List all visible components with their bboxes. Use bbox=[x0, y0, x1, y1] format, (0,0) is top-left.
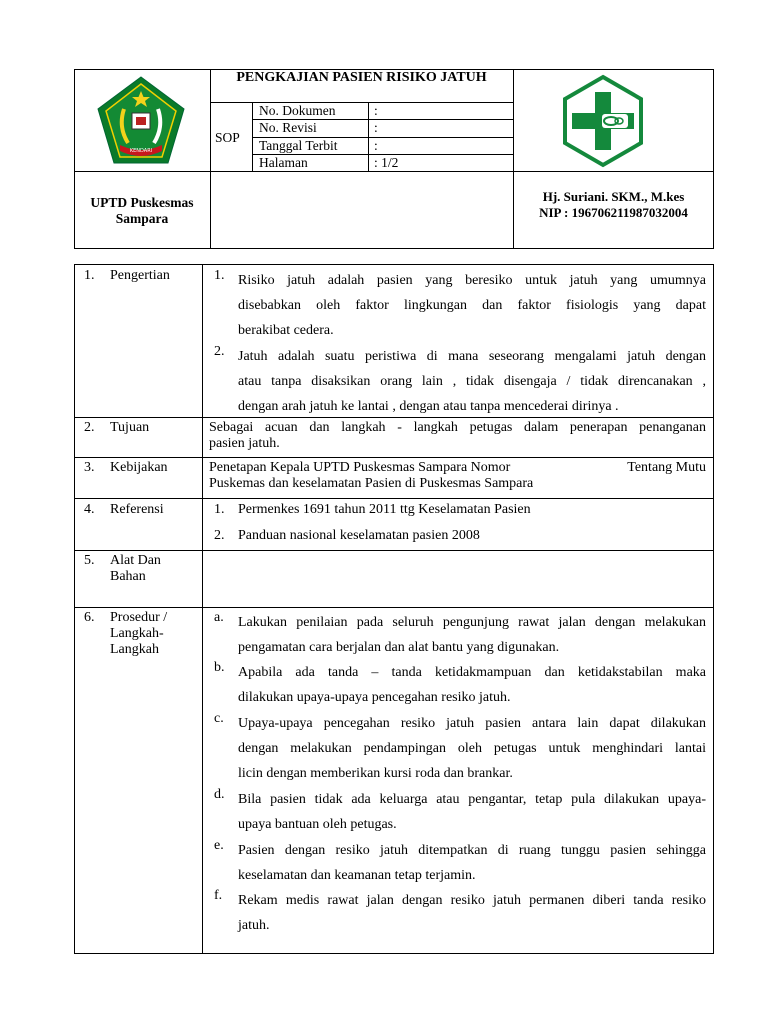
field-label: No. Dokumen bbox=[259, 103, 336, 118]
line: Rekam medis rawat jalan dengan resiko jatuh permanen diberi tanda resiko bbox=[238, 893, 706, 908]
prosedur-item bbox=[238, 838, 706, 888]
signatory-block bbox=[513, 189, 714, 221]
org-name-line: Sampara bbox=[115, 211, 169, 226]
row-divider bbox=[74, 457, 714, 458]
field-label: Halaman bbox=[259, 155, 308, 170]
line: berakibat cedera. bbox=[238, 323, 334, 338]
list-item bbox=[238, 344, 706, 419]
field-label: Tanggal Terbit bbox=[259, 138, 338, 153]
puskesmas-logo bbox=[556, 74, 650, 168]
line: Risiko jatuh adalah pasien yang beresiko untuk jatuh yang umumnya bbox=[238, 273, 706, 288]
line: Bila pasien tidak ada keluarga atau pengantar, tetap pula dilakukan upaya- bbox=[238, 792, 706, 807]
section-label-pengertian: Pengertian bbox=[110, 268, 170, 283]
header-divider bbox=[513, 69, 514, 249]
field-value: : 1/2 bbox=[374, 155, 399, 170]
referensi-item: Permenkes 1691 tahun 2011 ttg Keselamatan Pasien bbox=[238, 502, 531, 517]
list-marker: f. bbox=[214, 888, 223, 903]
line: dengan arah jatuh ke lantai , dengan atau tanpa mencederai dirinya . bbox=[238, 399, 619, 414]
list-item bbox=[238, 268, 706, 343]
tujuan-text bbox=[209, 420, 706, 452]
section-label-alat bbox=[110, 553, 161, 585]
line: Puskemas dan keselamatan Pasien di Puskesmas Sampara bbox=[209, 476, 534, 491]
field-value: : bbox=[374, 120, 378, 135]
line: atau tanpa disaksikan orang lain , tidak disengaja / tidak direncanakan , bbox=[238, 374, 706, 389]
line: upaya bantuan oleh petugas. bbox=[238, 817, 397, 832]
row-divider bbox=[74, 550, 714, 551]
line: dilakukan upaya-upaya pencegahan resiko jatuh. bbox=[238, 690, 511, 705]
prosedur-item bbox=[238, 711, 706, 786]
header-divider bbox=[210, 69, 211, 249]
section-number: 3. bbox=[84, 460, 95, 475]
list-marker: 2. bbox=[214, 528, 225, 543]
sop-label: SOP bbox=[215, 130, 240, 145]
field-label: No. Revisi bbox=[259, 120, 317, 135]
section-label-prosedur bbox=[110, 610, 167, 658]
line: Jatuh adalah suatu peristiwa di mana seseorang mengalami jatuh dengan bbox=[238, 349, 706, 364]
line: Upaya-upaya pencegahan resiko jatuh pasien antara lain dapat dilakukan bbox=[238, 716, 706, 731]
kabupaten-emblem-logo bbox=[94, 75, 188, 169]
label-line: Prosedur / bbox=[110, 610, 168, 625]
field-value: : bbox=[374, 103, 378, 118]
list-marker: c. bbox=[214, 711, 224, 726]
document-title: PENGKAJIAN PASIEN RISIKO JATUH bbox=[236, 70, 487, 85]
organization-name bbox=[74, 195, 210, 227]
header-divider bbox=[368, 102, 369, 171]
list-marker: 2. bbox=[214, 344, 225, 359]
field-value: : bbox=[374, 138, 378, 153]
section-label-kebijakan: Kebijakan bbox=[110, 460, 168, 475]
section-number: 4. bbox=[84, 502, 95, 517]
row-divider bbox=[74, 498, 714, 499]
signatory-nip: NIP : 196706211987032004 bbox=[539, 205, 688, 220]
referensi-item: Panduan nasional keselamatan pasien 2008 bbox=[238, 528, 480, 543]
list-marker: a. bbox=[214, 610, 224, 625]
prosedur-item bbox=[238, 660, 706, 710]
prosedur-item bbox=[238, 787, 706, 837]
prosedur-item bbox=[238, 610, 706, 660]
header-divider bbox=[74, 171, 714, 172]
label-line: Langkah- bbox=[110, 626, 164, 641]
section-number: 5. bbox=[84, 553, 95, 568]
list-marker: d. bbox=[214, 787, 225, 802]
line: Pasien dengan resiko jatuh ditempatkan di ruang tunggu pasien sehingga bbox=[238, 843, 706, 858]
line: Apabila ada tanda – tanda ketidakmampuan dan ketidakstabilan maka bbox=[238, 665, 706, 680]
line: licin dengan memberikan kursi roda dan brankar. bbox=[238, 766, 513, 781]
column-divider bbox=[202, 264, 203, 954]
label-line: Langkah bbox=[110, 642, 159, 657]
section-number: 1. bbox=[84, 268, 95, 283]
line: disebabkan oleh faktor lingkungan dan faktor fisiologis yang dapat bbox=[238, 298, 706, 313]
list-marker: e. bbox=[214, 838, 224, 853]
emblem-ribbon-text: KENDARI bbox=[129, 148, 153, 154]
signatory-name: Hj. Suriani. SKM., M.kes bbox=[542, 189, 685, 204]
list-marker: 1. bbox=[214, 502, 225, 517]
line: Lakukan penilaian pada seluruh pengunjung rawat jalan dengan melakukan bbox=[238, 615, 706, 630]
label-line: Alat Dan bbox=[110, 553, 161, 568]
row-divider bbox=[74, 607, 714, 608]
line: jatuh. bbox=[238, 918, 270, 933]
line: dengan melakukan pendampingan oleh petugas untuk menghindari lantai bbox=[238, 741, 706, 756]
line: pasien jatuh. bbox=[209, 436, 280, 451]
line: pengamatan cara berjalan dan alat bantu yang digunakan. bbox=[238, 640, 560, 655]
section-number: 2. bbox=[84, 420, 95, 435]
section-label-tujuan: Tujuan bbox=[110, 420, 150, 435]
line: keselamatan dan keamanan tetap terjamin. bbox=[238, 868, 476, 883]
line: Penetapan Kepala UPTD Puskesmas Sampara Nomor bbox=[209, 460, 511, 475]
header-divider bbox=[210, 102, 513, 103]
org-name-line: UPTD Puskesmas bbox=[90, 195, 194, 210]
line: Tentang Mutu bbox=[627, 460, 706, 475]
prosedur-item bbox=[238, 888, 706, 938]
line: Sebagai acuan dan langkah - langkah petugas dalam penerapan penanganan bbox=[209, 420, 706, 435]
label-line: Bahan bbox=[110, 569, 146, 584]
section-label-referensi: Referensi bbox=[110, 502, 164, 517]
list-marker: 1. bbox=[214, 268, 225, 283]
section-number: 6. bbox=[84, 610, 95, 625]
list-marker: b. bbox=[214, 660, 225, 675]
kebijakan-text bbox=[209, 460, 706, 492]
